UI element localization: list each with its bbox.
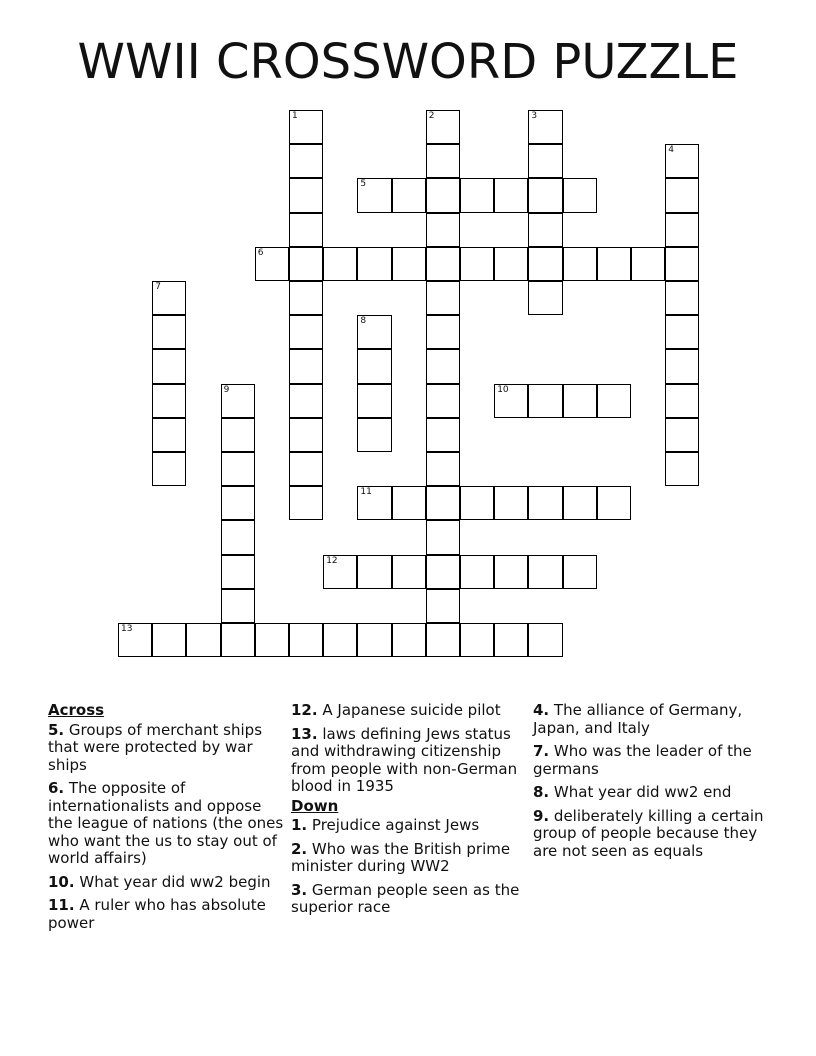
grid-cell[interactable] [289, 281, 323, 315]
grid-cell[interactable] [152, 281, 186, 315]
grid-cell[interactable] [563, 247, 597, 281]
clue-number: 12 [326, 555, 338, 566]
clue-down-9: 9. deliberately killing a certain group of people because they are not seen as equals [533, 806, 764, 860]
clue-down-2: 2. Who was the British prime minister during WW2 [291, 839, 511, 875]
grid-cell[interactable] [665, 349, 699, 383]
clue-number: 7 [155, 282, 161, 292]
grid-cell[interactable] [665, 452, 699, 486]
grid-cell[interactable] [460, 623, 494, 657]
grid-cell[interactable] [357, 247, 391, 281]
grid-cell[interactable] [426, 144, 460, 178]
clue-number: 9 [223, 384, 230, 395]
clue-number: 4 [668, 145, 674, 156]
clue-across-13: 13. laws defining Jews status and withdrawing citizenship from people with non-German blood in 1935 [291, 724, 518, 795]
grid-cell[interactable] [426, 589, 460, 623]
grid-cell[interactable] [665, 144, 699, 178]
grid-cell[interactable] [528, 623, 562, 657]
grid-cell[interactable] [563, 486, 597, 520]
grid-cell[interactable] [528, 110, 562, 144]
grid-cell[interactable] [563, 555, 597, 589]
grid-cell[interactable] [289, 349, 323, 383]
grid-cell[interactable] [392, 247, 426, 281]
grid-cell[interactable] [392, 178, 426, 212]
clue-number: 2 [428, 111, 435, 121]
grid-cell[interactable] [152, 418, 186, 452]
clue-number: 8 [360, 316, 367, 327]
grid-cell[interactable] [357, 418, 391, 452]
grid-cell[interactable] [597, 247, 631, 281]
grid-cell[interactable] [426, 110, 460, 144]
grid-cell[interactable] [665, 418, 699, 452]
grid-cell[interactable] [289, 418, 323, 452]
grid-cell[interactable] [357, 384, 391, 418]
grid-cell[interactable] [426, 418, 460, 452]
grid-cell[interactable] [289, 110, 323, 144]
grid-cell[interactable] [289, 247, 323, 281]
clue-across-11: 11. A ruler who has absolute power [48, 896, 266, 932]
grid-cell[interactable] [289, 486, 323, 520]
clue-down-8: 8. What year did ww2 end [533, 783, 732, 801]
grid-cell[interactable] [631, 247, 665, 281]
grid-cell[interactable] [221, 623, 255, 657]
grid-cell[interactable] [426, 384, 460, 418]
clues-column-3 [533, 702, 769, 866]
grid-cell[interactable] [426, 555, 460, 589]
grid-cell[interactable] [221, 452, 255, 486]
grid-cell[interactable] [426, 281, 460, 315]
grid-cell[interactable] [255, 623, 289, 657]
grid-cell[interactable] [528, 144, 562, 178]
clue-number: 10 [497, 384, 509, 395]
grid-cell[interactable] [528, 384, 562, 418]
grid-cell[interactable] [494, 555, 528, 589]
across-heading: Across [48, 701, 105, 719]
grid-cell[interactable] [665, 281, 699, 315]
grid-cell[interactable] [289, 384, 323, 418]
grid-cell[interactable] [221, 520, 255, 554]
grid-cell[interactable] [357, 555, 391, 589]
grid-cell[interactable] [152, 452, 186, 486]
clue-down-3: 3. German people seen as the superior race [291, 880, 520, 916]
grid-cell[interactable] [152, 623, 186, 657]
grid-cell[interactable] [665, 213, 699, 247]
grid-cell[interactable] [597, 486, 631, 520]
page-title: WWII CROSSWORD PUZZLE [77, 34, 739, 90]
clue-down-1: 1. Prejudice against Jews [291, 816, 480, 834]
grid-cell[interactable] [528, 486, 562, 520]
grid-cell[interactable] [289, 452, 323, 486]
clue-number: 6 [257, 247, 264, 258]
down-heading: Down [291, 796, 339, 815]
grid-cell[interactable] [528, 247, 562, 281]
grid-cell[interactable] [289, 178, 323, 212]
grid-cell[interactable] [460, 486, 494, 520]
grid-cell[interactable] [357, 623, 391, 657]
grid-cell[interactable] [289, 315, 323, 349]
clue-number: 11 [360, 487, 372, 498]
grid-cell[interactable] [392, 555, 426, 589]
grid-cell[interactable] [494, 247, 528, 281]
grid-cell[interactable] [528, 281, 562, 315]
grid-cell[interactable] [426, 349, 460, 383]
grid-cell[interactable] [152, 384, 186, 418]
grid-cell[interactable] [221, 384, 255, 418]
clue-number: 3 [531, 111, 538, 121]
grid-cell[interactable] [392, 486, 426, 520]
grid-cell[interactable] [460, 555, 494, 589]
grid-cell[interactable] [563, 384, 597, 418]
grid-cell[interactable] [289, 213, 323, 247]
clue-number: 1 [292, 111, 298, 121]
grid-cell[interactable] [494, 486, 528, 520]
grid-cell[interactable] [426, 247, 460, 281]
grid-cell[interactable] [460, 178, 494, 212]
grid-cell[interactable] [665, 315, 699, 349]
grid-cell[interactable] [221, 486, 255, 520]
clue-across-10: 10. What year did ww2 begin [48, 872, 271, 891]
grid-cell[interactable] [221, 555, 255, 589]
grid-cell[interactable] [426, 452, 460, 486]
grid-cell[interactable] [528, 213, 562, 247]
clue-across-5: 5. Groups of merchant ships that were protected by war ships [48, 720, 263, 774]
grid-cell[interactable] [323, 247, 357, 281]
grid-cell[interactable] [357, 178, 391, 212]
grid-cell[interactable] [221, 589, 255, 623]
grid-cell[interactable] [152, 315, 186, 349]
clue-down-7: 7. Who was the leader of the germans [533, 742, 752, 778]
grid-cell[interactable] [186, 623, 220, 657]
grid-cell[interactable] [289, 144, 323, 178]
grid-cell[interactable] [665, 247, 699, 281]
clues-column-2 [291, 702, 523, 923]
grid-cell[interactable] [426, 213, 460, 247]
grid-cell[interactable] [357, 349, 391, 383]
grid-cell[interactable] [426, 178, 460, 212]
grid-cell[interactable] [426, 520, 460, 554]
grid-cell[interactable] [323, 555, 357, 589]
grid-cell[interactable] [528, 555, 562, 589]
grid-cell[interactable] [597, 384, 631, 418]
grid-cell[interactable] [460, 247, 494, 281]
grid-cell[interactable] [494, 178, 528, 212]
clue-number: 13 [121, 624, 133, 634]
grid-cell[interactable] [357, 315, 391, 349]
grid-cell[interactable] [118, 623, 152, 657]
grid-cell[interactable] [426, 486, 460, 520]
grid-cell[interactable] [426, 315, 460, 349]
grid-cell[interactable] [665, 384, 699, 418]
grid-cell[interactable] [665, 178, 699, 212]
grid-cell[interactable] [528, 178, 562, 212]
grid-cell[interactable] [563, 178, 597, 212]
clue-across-6: 6. The opposite of internationalists and oppose the league of nations (the ones who want the us to stay out of world affairs) [48, 779, 284, 867]
grid-cell[interactable] [494, 384, 528, 418]
grid-cell[interactable] [255, 247, 289, 281]
grid-cell[interactable] [289, 623, 323, 657]
grid-cell[interactable] [494, 623, 528, 657]
grid-cell[interactable] [426, 623, 460, 657]
clues-column-1 [48, 702, 284, 938]
clue-number: 5 [360, 179, 367, 190]
grid-cell[interactable] [357, 486, 391, 520]
grid-cell[interactable] [221, 418, 255, 452]
grid-cell[interactable] [392, 623, 426, 657]
grid-cell[interactable] [152, 349, 186, 383]
clue-across-12: 12. A Japanese suicide pilot [291, 701, 501, 719]
clue-down-4: 4. The alliance of Germany, Japan, and Italy [533, 701, 743, 737]
grid-cell[interactable] [323, 623, 357, 657]
